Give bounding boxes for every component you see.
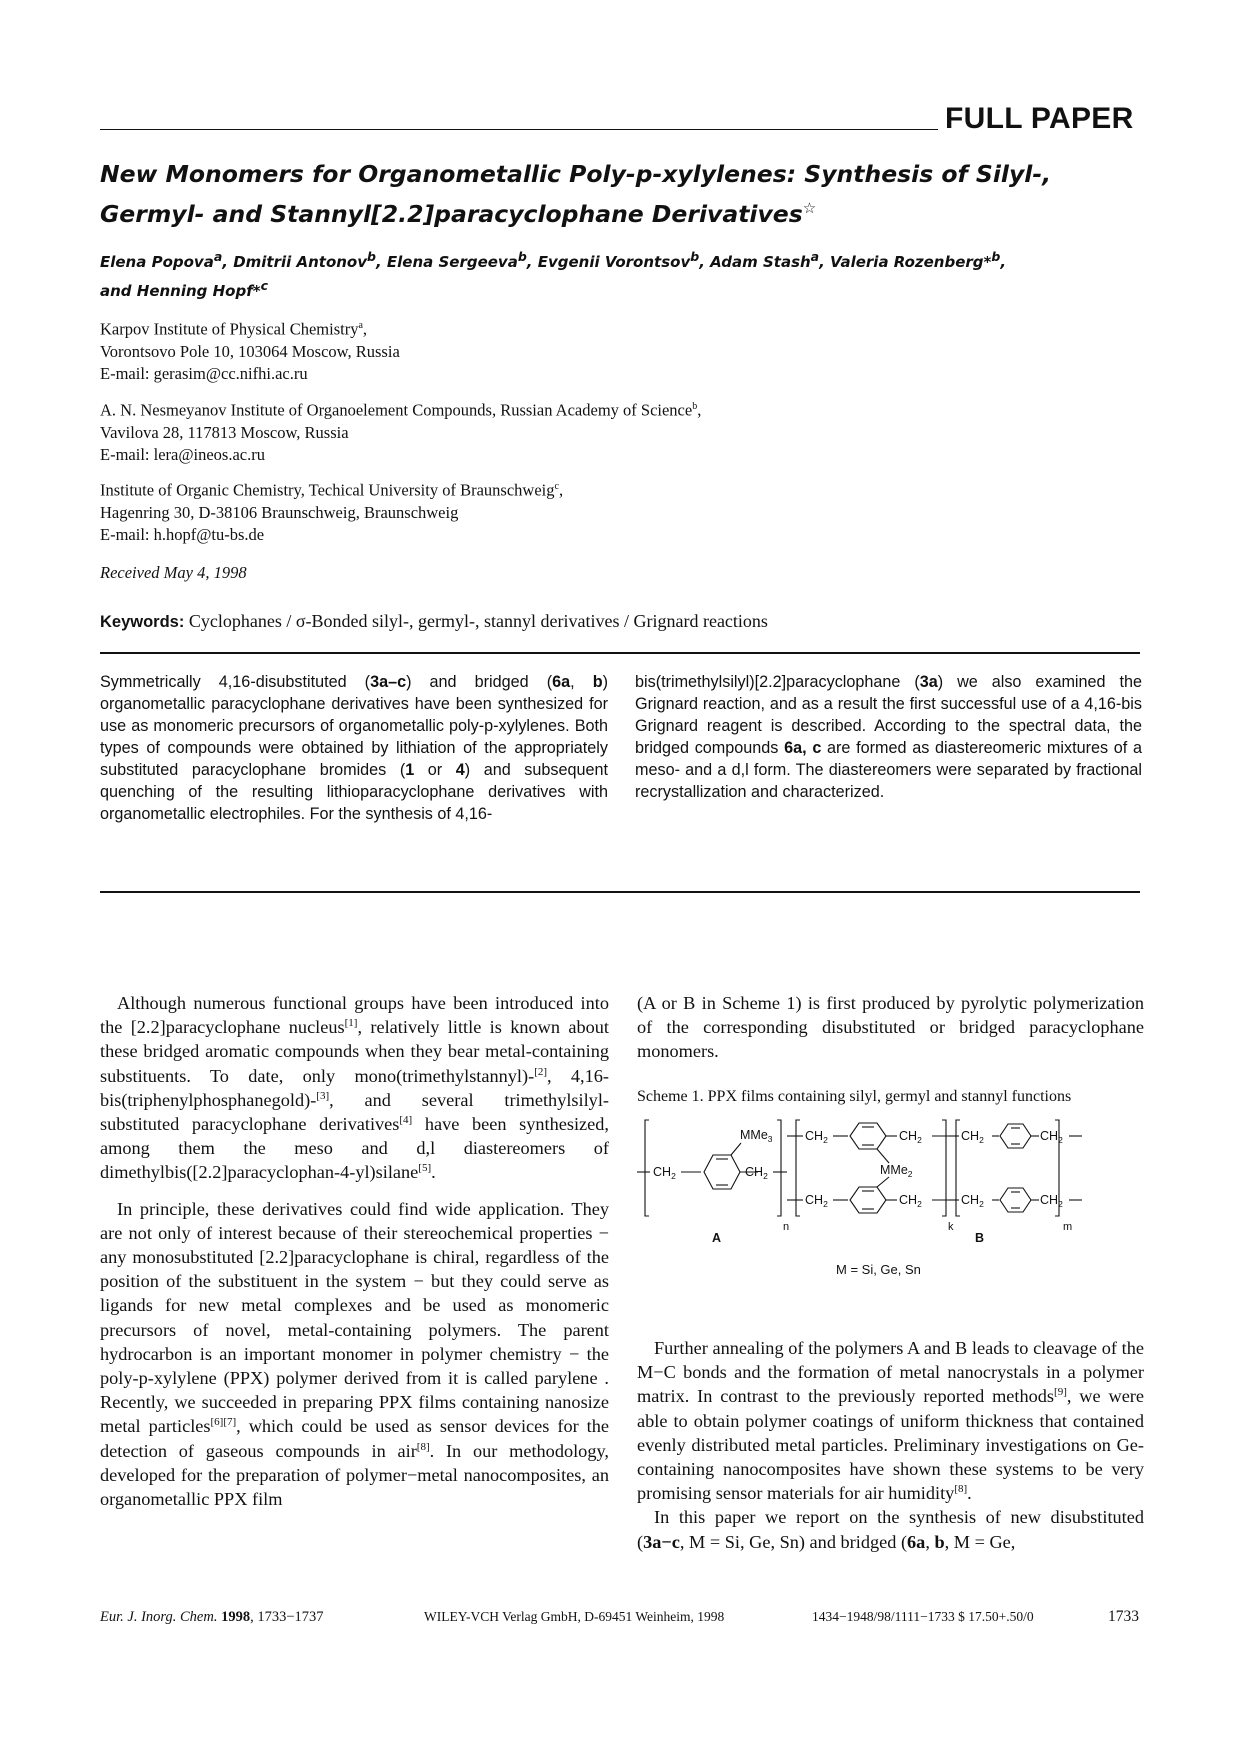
paragraph: Further annealing of the polymers A and B leads to cleavage of the M−C bonds and the formation of metal nanocrystals in a polymer matrix. In contrast to the previously reported methods[9], we were able to obtain polymer coatings of uniform thickness that contained evenly distributed metal particles. Preliminary investigations on Ge-containing nanocomposites have shown these systems to be very promising sensor materials for air humidity[8]. [637,1338,1145,1504]
title-line-2: Germyl- and Stannyl[2.2]paracyclophane Derivatives☆ [100,199,817,228]
polymer-b-label: B [975,1231,985,1245]
paragraph: In this paper we report on the synthesis of new disubstituted (3a−c, M = Si, Ge, Sn) and bridged (6a, b, M = Ge, [637,1507,1144,1552]
page-number: 1733 [1108,1608,1139,1625]
received-date: Received May 4, 1998 [100,563,247,582]
mme3-label: MMe$_3$ [740,1128,773,1144]
ch2-label: $CH_2$ [961,1193,984,1209]
email: E-mail: gerasim@cc.nifhi.ac.ru [100,363,308,383]
ch2-label: $CH_2$ [961,1129,984,1145]
paragraph: Although numerous functional groups have been introduced into the [2.2]paracyclophane nucleus[1], relatively little is known about these bridged aromatic compounds when they bear metal-containing substituents. To date, only mono(trimethylstannyl)-[2], 4,16-bis(triphenylphosphanegold)-[3], and several trimethylsilyl-substituted paracyclophane derivatives[4] have been synthesized, among them the meso and d,l diastereomers of dimethylbis([2.2]paracyclophan-4-yl)silane[5]. [100,993,609,1183]
title-footnote-mark: ☆ [802,199,817,217]
ch2-label: $CH_2$ [899,1193,922,1209]
abstract-column-1: Symmetrically 4,16-disubstituted (3a–c) and bridged (6a, b) organometallic paracyclophane derivatives have been synthesized for use as monomeric precursors of organometallic poly-p-xylylenes. Both types of compounds were obtained by lithiation of the appropriately substituted paracyclophane bromides (1 or 4) and subsequent quenching of the resulting lithioparacyclophane derivatives with organometallic electrophiles. For the synthesis of 4,16- [100,673,608,823]
scheme-1-figure [637,1112,1147,1297]
author: Dmitrii Antonov [233,253,368,271]
affiliation-b: A. N. Nesmeyanov Institute of Organoelement Compounds, Russian Academy of Science$^b$, Vavilova 28, 117813 Moscow, Russia E-mail: lera@ineos.ac.ru [100,400,702,464]
header-rule [100,129,938,130]
paragraph: In principle, these derivatives could find wide application. They are not only of interest because of their stereochemical properties − any monosubstituted [2.2]paracyclophane is chiral, regardless of the position of the substituent in the system − but they could serve as ligands for new metal complexes and be used as monomeric precursors of novel, metal-containing polymers. The parent hydrocarbon is an important monomer in polymer chemistry − the poly-p-xylylene (PPX) polymer derived from it is called parylene . Recently, we succeeded in preparing PPX films containing nanosize metal particles[6][7], which could be used as sensor devices for the detection of gaseous compounds in air[8]. In our methodology, developed for the preparation of polymer−metal nanocomposites, an organometallic PPX film [100,1198,609,1510]
ch2-label: $CH_2$ [805,1193,828,1209]
scheme-caption: Scheme 1. PPX films containing silyl, germyl and stannyl functions [637,1088,1072,1105]
title-line-1: New Monomers for Organometallic Poly-p-xylylenes: Synthesis of Silyl-, [100,160,1052,188]
ch2-label: $CH_2$ [1040,1193,1063,1209]
subscript-k: k [948,1221,954,1233]
article-title [100,157,1140,231]
affiliation-c: Institute of Organic Chemistry, Techical University of Braunschweig$^c$, Hagenring 30, D-38106 Braunschweig, Braunschweig E-mail: h.hopf@tu-bs.de [100,480,564,544]
footer-issn: 1434−1948/98/1111−1733 $ 17.50+.50/0 [812,1609,1034,1624]
body-right-column-bottom [637,1336,1144,1554]
subscript-m: m [1063,1221,1073,1233]
email: E-mail: h.hopf@tu-bs.de [100,524,265,544]
ch2-label: $CH_2$ [805,1129,828,1145]
section-label: FULL PAPER [945,102,1134,135]
footer-publisher: WILEY-VCH Verlag GmbH, D-69451 Weinheim, 1998 [424,1609,725,1624]
author: Evgenii Vorontsov [537,253,691,271]
author: Valeria Rozenberg* [830,253,992,271]
subscript-n: n [783,1221,790,1233]
email: E-mail: lera@ineos.ac.ru [100,444,265,464]
author: Elena Sergeeva [386,253,518,271]
author-list: Elena Popova$^a$, Dmitrii Antonov$^b$, Elena Sergeeva$^b$, Evgenii Vorontsov$^b$, Adam Stash$^a$, Valeria Rozenberg*$^b$, and Henning Hopf*$^c$ [100,249,1007,300]
author: Adam Stash [710,253,811,271]
mme2-label: MMe$_2$ [880,1163,913,1179]
keywords: Keywords: Cyclophanes / σ-Bonded silyl-, germyl-, stannyl derivatives / Grignard reactions [100,611,768,631]
ch2-label: $CH_2$ [1040,1129,1063,1145]
abstract-column-2: bis(trimethylsilyl)[2.2]paracyclophane (3a) we also examined the Grignard reaction, and as a result the first successful use of a 4,16-bis Grignard reagent is described. According to the spectral data, the bridged compounds 6a, c are formed as diastereomeric mixtures of a meso- and a d,l form. The diastereomers were separated by fractional recrystallization and characterized. [635,673,1142,801]
paragraph: (A or B in Scheme 1) is first produced by pyrolytic polymerization of the corresponding disubstituted or bridged paracyclophane monomers. [637,993,1144,1062]
abstract-top-rule [100,652,1140,654]
body-right-column-top [637,991,1144,1064]
metal-legend: M = Si, Ge, Sn [836,1262,921,1277]
ch2-label: $CH_2$ [899,1129,922,1145]
abstract-bottom-rule [100,891,1140,893]
affiliation-a: Karpov Institute of Physical Chemistry$^a$, Vorontsovo Pole 10, 103064 Moscow, Russia E-mail: gerasim@cc.nifhi.ac.ru [100,319,400,383]
author: Henning Hopf* [136,282,261,300]
ch2-label: $CH_2$ [745,1165,768,1181]
polymer-a-label: A [712,1231,722,1245]
footer-citation: Eur. J. Inorg. Chem. 1998, 1733−1737 [100,1609,324,1625]
ch2-label: $CH_2$ [653,1165,676,1181]
author: Elena Popova [100,253,214,271]
body-left-column [100,991,609,1511]
